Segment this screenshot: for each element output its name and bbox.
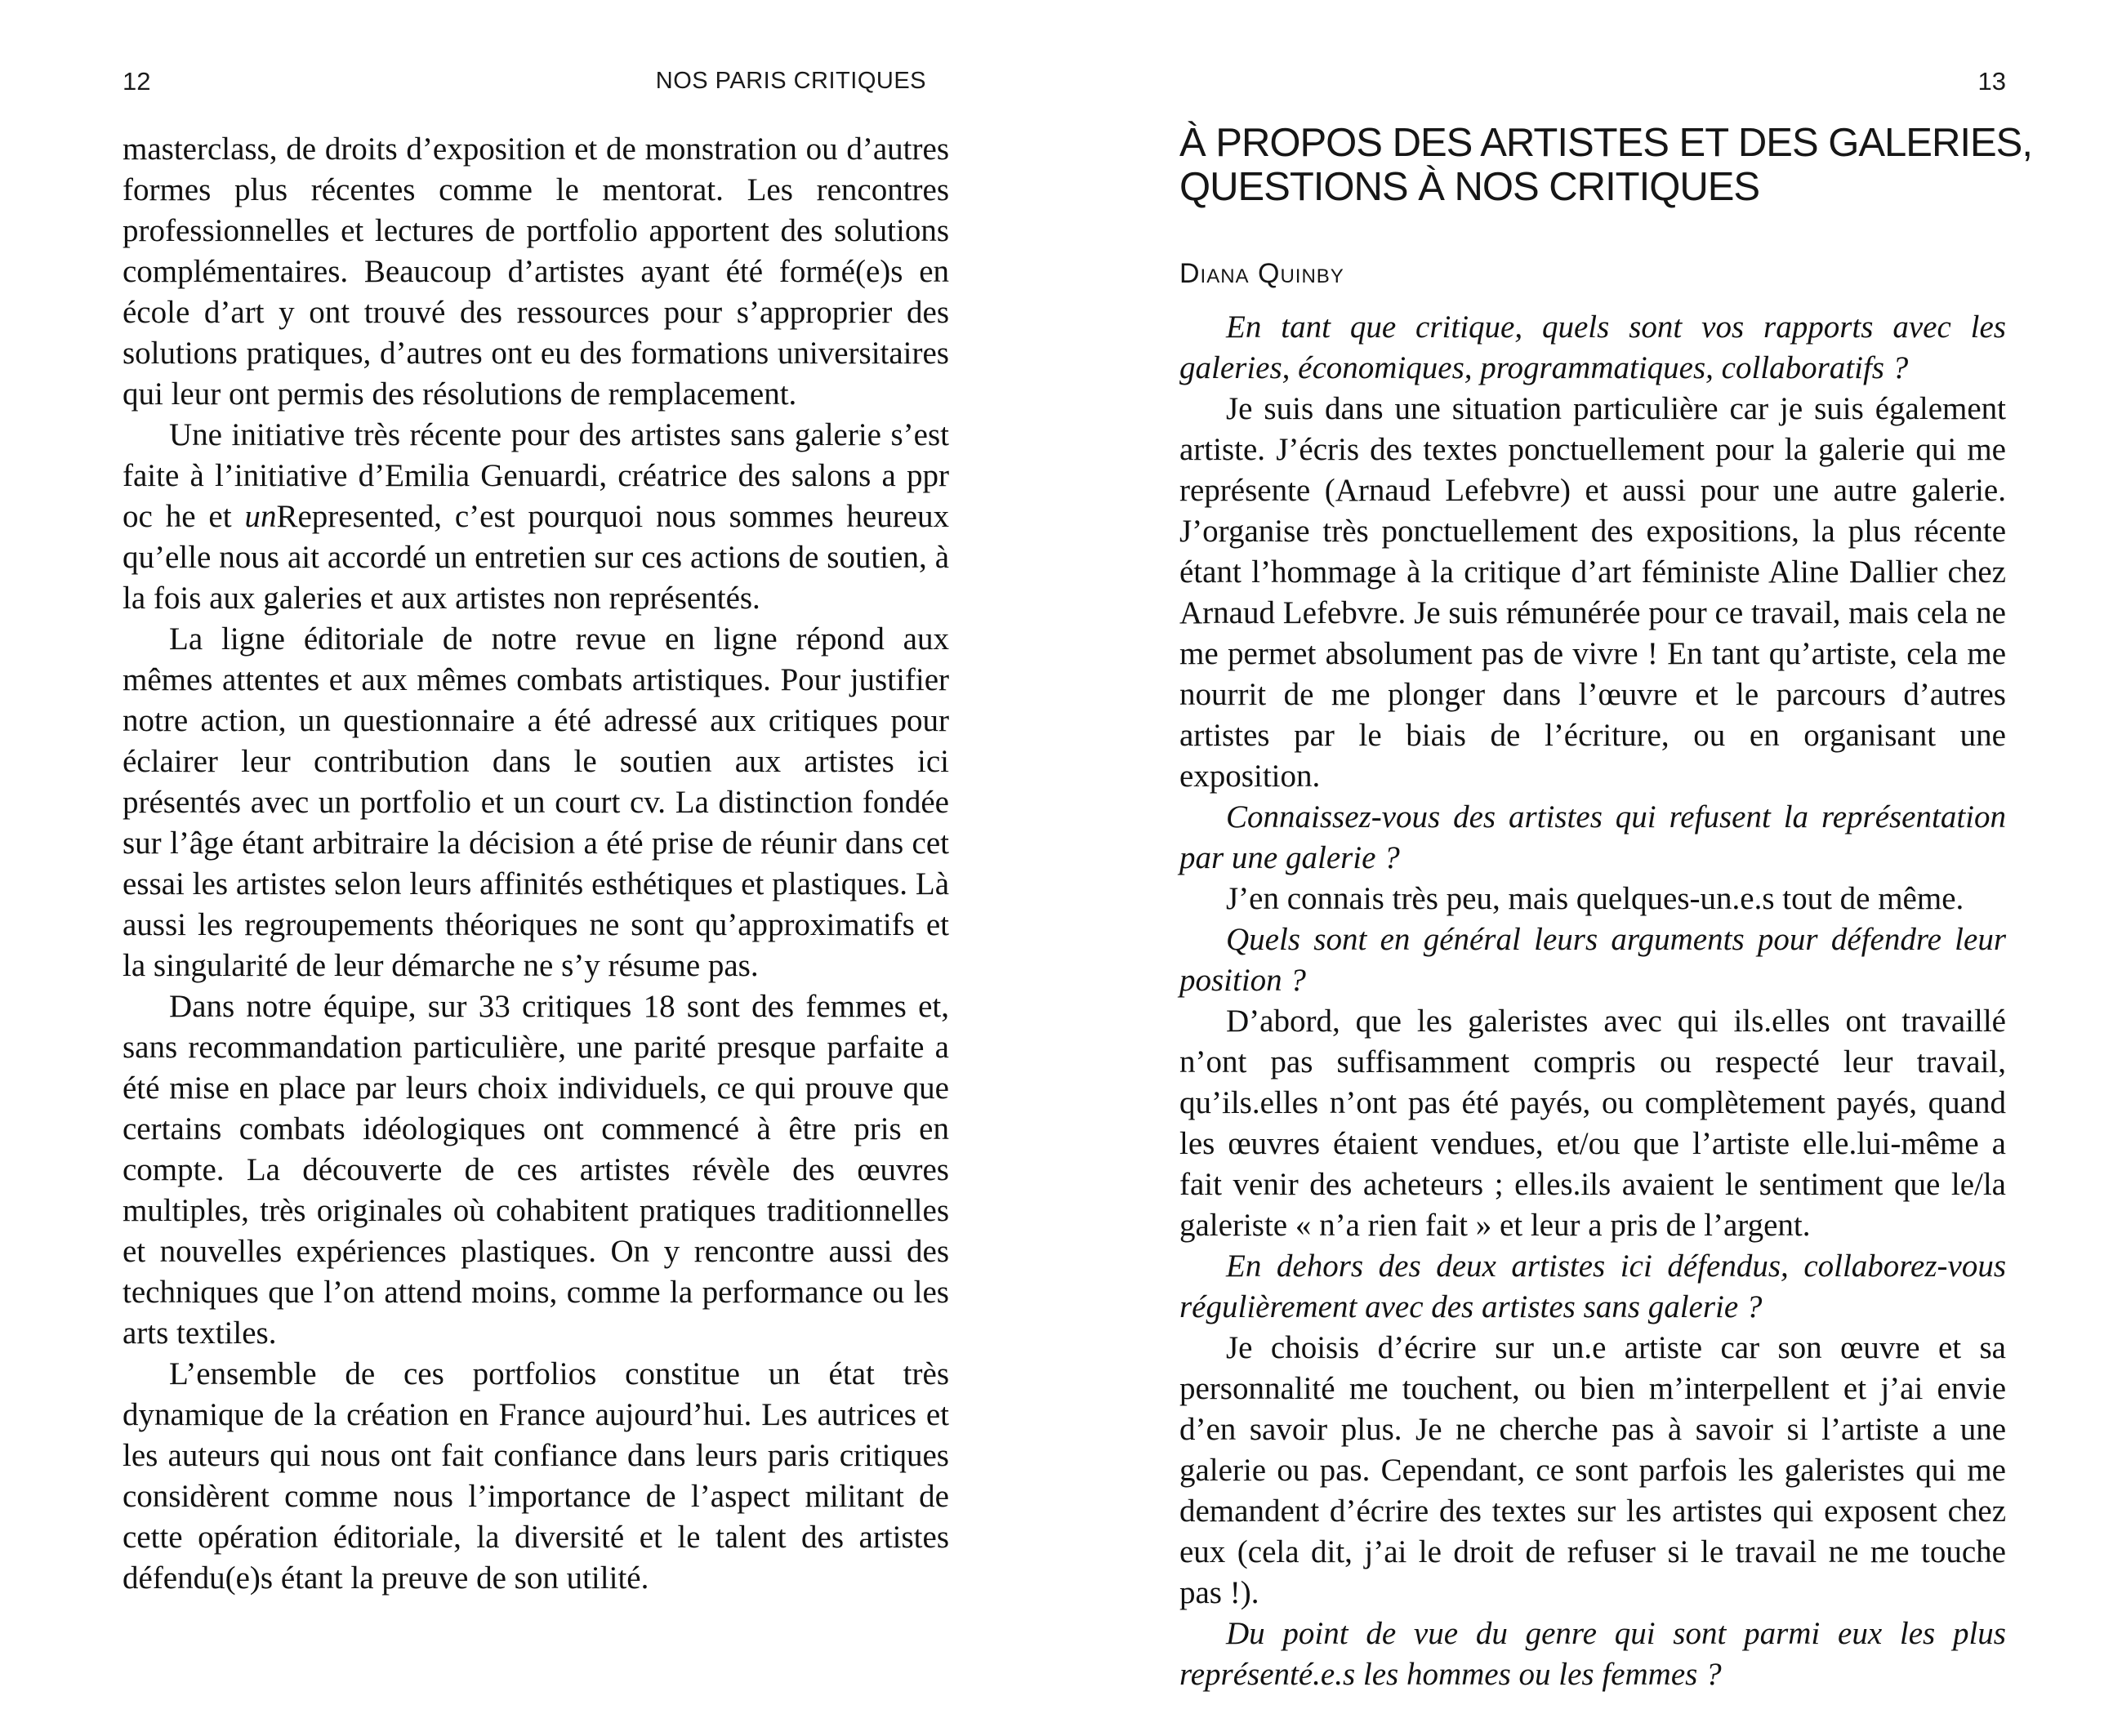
text-run: En tant que critique, quels sont vos rapports avec les galeries, économiques, programmatiques, collaboratifs ? [1179, 309, 2006, 385]
interview-body [1179, 307, 2006, 1695]
interview-answer [1179, 879, 2006, 919]
interview-answer [1179, 1328, 2006, 1614]
interview-question [1179, 797, 2006, 879]
text-run: En dehors des deux artistes ici défendus, collaborez-vous régulièrement avec des artistes sans galerie ? [1179, 1249, 2006, 1324]
interview-answer [1179, 389, 2006, 797]
left-page-body [123, 129, 949, 1599]
text-run: D’abord, que les galeristes avec qui ils.elles ont travaillé n’ont pas suffisamment compris ou respecté leur travail, qu’ils.elles n’ont pas été payés, ou complètement payés, quand les œuvres étaient vendues, et/ou que l’artiste elle.lui-même a fait venir des acheteurs ; elles.ils avaient le sentiment que le/la galeriste « n’a rien fait » et leur a pris de l’argent. [1179, 1004, 2006, 1243]
chapter-heading-line-2: QUESTIONS À NOS CRITIQUES [1179, 165, 1760, 209]
text-run: Je suis dans une situation particulière car je suis également artiste. J’écris des textes ponctuellement pour la galerie qui me représente (Arnaud Lefebvre) et aussi pour une autre galerie. J’organise très ponctuellement des expositions, la plus récente étant l’hommage à la critique d’art féministe Aline Dallier chez Arnaud Lefebvre. Je suis rémunérée pour ce travail, mais cela ne me permet absolument pas de vivre ! En tant qu’artiste, cela me nourrit de me plonger dans l’œuvre et le parcours d’autres artistes par le biais de l’écriture, ou en organisant une exposition. [1179, 391, 2006, 794]
text-run: J’en connais très peu, mais quelques-un.e.s tout de même. [1226, 881, 1964, 916]
text-run: Represented, c’est pourquoi nous sommes heureux qu’elle nous ait accordé un entretien sur ces actions de soutien, à la fois aux galeries et aux artistes non représentés. [123, 499, 949, 616]
paragraph [123, 1354, 949, 1599]
text-run: Je choisis d’écrire sur un.e artiste car son œuvre et sa personnalité me touchent, ou bien m’interpellent et j’ai envie d’en savoir plus. Je ne cherche pas à savoir si l’artiste a une galerie ou pas. Cependant, ce sont parfois les galeristes qui me demandent d’écrire des textes sur les artistes qui exposent chez eux (cela dit, j’ai le droit de refuser si le travail ne me touche pas !). [1179, 1330, 2006, 1610]
byline: Diana Quinby [1179, 258, 1344, 289]
running-header: NOS PARIS CRITIQUES [655, 68, 926, 94]
text-run: La ligne éditoriale de notre revue en ligne répond aux mêmes attentes et aux mêmes combats artistiques. Pour justifier notre action, un questionnaire a été adressé aux critiques pour éclairer leur contribution dans le soutien aux artistes ici présentés avec un portfolio et un court cv. La distinction fondée sur l’âge étant arbitraire la décision a été prise de réunir dans cet essai les artistes selon leurs affinités esthétiques et plastiques. Là aussi les regroupements théoriques ne sont qu’approximatifs et la singularité de leur démarche ne s’y résume pas. [123, 621, 949, 983]
right-page-content [1179, 121, 2032, 1695]
italic-text-run: un [244, 499, 277, 534]
interview-question [1179, 1246, 2006, 1328]
interview-question [1179, 1614, 2006, 1695]
paragraph [123, 129, 949, 415]
right-page-number: 13 [1977, 67, 2006, 96]
text-run: Dans notre équipe, sur 33 critiques 18 sont des femmes et, sans recommandation particulière, une parité presque parfaite a été mise en place par leurs choix individuels, ce qui prouve que certains combats idéologiques ont commencé à être pris en compte. La découverte de ces artistes révèle des œuvres multiples, très originales où cohabitent pratiques traditionnelles et nouvelles expériences plastiques. On y rencontre aussi des techniques que l’on attend moins, comme la performance ou les arts textiles. [123, 989, 949, 1351]
chapter-heading [1179, 121, 2032, 209]
interview-question [1179, 919, 2006, 1001]
left-page [123, 0, 949, 1736]
text-run: masterclass, de droits d’exposition et de monstration ou d’autres formes plus récentes comme le mentorat. Les rencontres professionnelles et lectures de portfolio apportent des solutions complémentaires. Beaucoup d’artistes ayant été formé(e)s en école d’art y ont trouvé des ressources pour s’approprier des solutions pratiques, d’autres ont eu des formations universitaires qui leur ont permis des résolutions de remplacement. [123, 131, 949, 412]
text-run: Quels sont en général leurs arguments pour défendre leur position ? [1179, 922, 2006, 998]
text-run: Du point de vue du genre qui sont parmi eux les plus représenté.e.s les hommes ou les femmes ? [1179, 1616, 2006, 1692]
interview-question [1179, 307, 2006, 389]
text-run: Connaissez-vous des artistes qui refusent la représentation par une galerie ? [1179, 799, 2006, 875]
paragraph [123, 415, 949, 619]
text-run: L’ensemble de ces portfolios constitue un état très dynamique de la création en France aujourd’hui. Les autrices et les auteurs qui nous ont fait confiance dans leurs paris critiques considèrent comme nous l’importance de l’aspect militant de cette opération éditoriale, la diversité et le talent des artistes défendu(e)s étant la preuve de son utilité. [123, 1356, 949, 1596]
chapter-heading-line-1: À PROPOS DES ARTISTES ET DES GALERIES, [1179, 121, 2032, 165]
right-page [1179, 0, 2032, 1736]
left-page-number: 12 [123, 67, 151, 96]
paragraph [123, 619, 949, 986]
text-run: Une initiative très récente pour des artistes sans galerie s’est faite à l’initiative d’Emilia Genuardi, créatrice des salons a ppr oc he et [123, 417, 949, 534]
interview-answer [1179, 1001, 2006, 1246]
paragraph [123, 986, 949, 1354]
